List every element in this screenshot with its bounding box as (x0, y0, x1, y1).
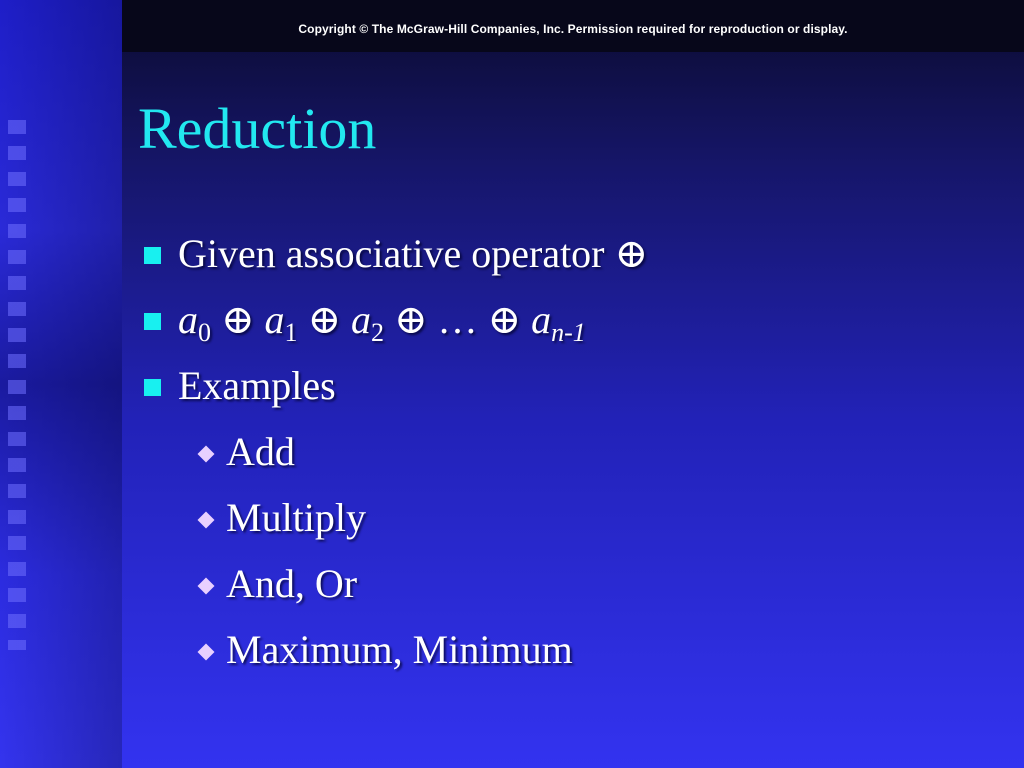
square-bullet-icon (144, 379, 161, 396)
slide-title: Reduction (138, 96, 377, 161)
formula-sub-2: 2 (371, 318, 385, 347)
formula-base: a (264, 297, 285, 342)
formula-operator: ⊕ (394, 297, 428, 342)
diamond-bullet-icon (198, 512, 215, 529)
formula-base: a (178, 297, 198, 342)
square-bullet-icon (144, 247, 161, 264)
decorative-squares (8, 120, 26, 650)
formula-base: a (531, 297, 552, 342)
copyright-notice: Copyright © The McGraw-Hill Companies, Inc. Permission required for reproduction or display. (298, 22, 848, 36)
formula-sub-last: n-1 (551, 318, 586, 347)
example-add: Add (226, 429, 295, 474)
formula-sub-1: 1 (284, 318, 298, 347)
formula-operator: ⊕ (487, 297, 522, 342)
diamond-bullet-icon (198, 578, 215, 595)
bullet-formula (178, 297, 586, 347)
diamond-bullet-icon (198, 446, 215, 463)
example-and-or: And, Or (226, 561, 358, 606)
bullet-given-operator: Given associative operator ⊕ (178, 231, 649, 276)
formula-ellipsis: … (437, 297, 478, 342)
formula-operator: ⊕ (221, 297, 255, 342)
example-multiply: Multiply (226, 495, 367, 540)
example-max-min: Maximum, Minimum (226, 627, 573, 672)
diamond-bullet-icon (198, 644, 215, 661)
square-bullet-icon (144, 313, 161, 330)
bullet-examples: Examples (178, 363, 336, 408)
formula-operator: ⊕ (307, 297, 342, 342)
formula-sub-0: 0 (198, 318, 211, 347)
formula-base: a (351, 297, 372, 342)
